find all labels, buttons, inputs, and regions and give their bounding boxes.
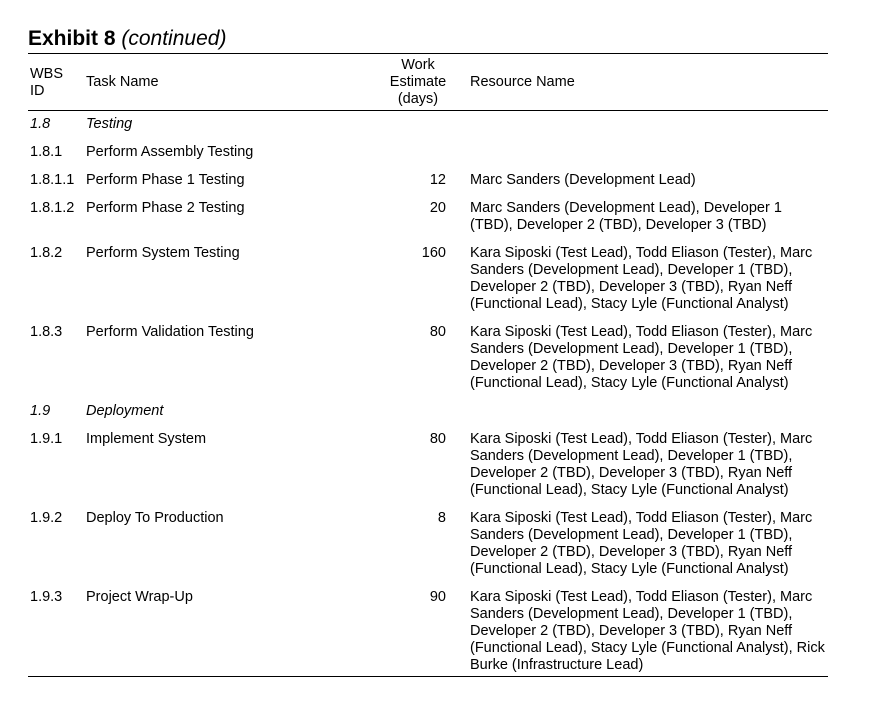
wbs-id-cell: 1.8 bbox=[30, 116, 51, 132]
resource-name-cell: Marc Sanders (Development Lead) bbox=[470, 172, 696, 188]
task-name-cell: Perform Phase 2 Testing bbox=[86, 200, 245, 216]
gap-cell bbox=[448, 403, 470, 431]
gap-cell bbox=[448, 200, 470, 245]
work-estimate-cell: 80 bbox=[429, 324, 446, 340]
work-estimate-cell: 80 bbox=[429, 431, 446, 447]
wbs-table bbox=[28, 54, 828, 677]
exhibit-container bbox=[28, 26, 828, 677]
table-row bbox=[28, 510, 828, 589]
resource-name-cell bbox=[470, 144, 828, 172]
table-row bbox=[28, 431, 828, 510]
task-name-cell: Project Wrap-Up bbox=[86, 589, 388, 677]
task-name-cell: Perform System Testing bbox=[86, 245, 240, 261]
exhibit-title-main: Exhibit 8 bbox=[28, 27, 116, 50]
table-row bbox=[28, 111, 828, 145]
table-row bbox=[28, 589, 828, 677]
resource-name-cell: Kara Siposki (Test Lead), Todd Eliason (Tester), Marc Sanders (Development Lead), Developer 1 (TBD), Developer 2 (TBD), Developer 3 (TBD), Ryan Neff (Functional Lead), Stacy Lyle (Functional Analyst), Rick Burke (Infrastructure Lead) bbox=[470, 589, 828, 677]
table-row bbox=[28, 324, 828, 403]
wbs-id-cell: 1.9 bbox=[30, 403, 51, 419]
work-estimate-cell bbox=[388, 403, 448, 431]
work-estimate-cell bbox=[388, 144, 448, 172]
header-resource-name: Resource Name bbox=[470, 54, 828, 111]
wbs-id-cell: 1.8.2 bbox=[30, 245, 63, 261]
resource-name-cell: Kara Siposki (Test Lead), Todd Eliason (Tester), Marc Sanders (Development Lead), Developer 1 (TBD), Developer 2 (TBD), Developer 3 (TBD), Ryan Neff (Functional Lead), Stacy Lyle (Functional Analyst) bbox=[470, 510, 813, 577]
gap-cell bbox=[448, 510, 470, 589]
resource-name-cell bbox=[470, 403, 828, 431]
resource-name-cell: Marc Sanders (Development Lead), Developer 1 (TBD), Developer 2 (TBD), Developer 3 (TBD) bbox=[470, 200, 782, 233]
work-estimate-cell bbox=[388, 111, 448, 145]
header-wbs-id: WBS ID bbox=[28, 54, 86, 111]
resource-name-cell: Kara Siposki (Test Lead), Todd Eliason (Tester), Marc Sanders (Development Lead), Developer 1 (TBD), Developer 2 (TBD), Developer 3 (TBD), Ryan Neff (Functional Lead), Stacy Lyle (Functional Analyst) bbox=[470, 324, 813, 391]
wbs-id-cell: 1.9.2 bbox=[30, 510, 63, 526]
work-estimate-cell: 12 bbox=[429, 172, 446, 188]
wbs-id-cell: 1.9.3 bbox=[28, 589, 86, 677]
work-estimate-cell: 8 bbox=[437, 510, 446, 526]
gap-cell bbox=[448, 111, 470, 145]
exhibit-title-continued: (continued) bbox=[121, 27, 227, 50]
header-gap bbox=[448, 54, 470, 111]
header-task-name: Task Name bbox=[86, 54, 388, 111]
resource-name-cell: Kara Siposki (Test Lead), Todd Eliason (Tester), Marc Sanders (Development Lead), Developer 1 (TBD), Developer 2 (TBD), Developer 3 (TBD), Ryan Neff (Functional Lead), Stacy Lyle (Functional Analyst) bbox=[470, 431, 813, 498]
gap-cell bbox=[448, 589, 470, 677]
task-name-cell: Deploy To Production bbox=[86, 510, 224, 526]
gap-cell bbox=[448, 172, 470, 200]
task-name-cell: Perform Phase 1 Testing bbox=[86, 172, 245, 188]
gap-cell bbox=[448, 144, 470, 172]
header-work-estimate: Work Estimate (days) bbox=[388, 54, 448, 111]
gap-cell bbox=[448, 245, 470, 324]
wbs-id-cell: 1.8.1 bbox=[30, 144, 63, 160]
work-estimate-cell: 90 bbox=[388, 589, 448, 677]
wbs-id-cell: 1.8.1.1 bbox=[30, 172, 75, 188]
table-row bbox=[28, 172, 828, 200]
table-row bbox=[28, 403, 828, 431]
resource-name-cell bbox=[470, 111, 828, 145]
work-estimate-cell: 20 bbox=[429, 200, 446, 216]
wbs-id-cell: 1.8.3 bbox=[30, 324, 63, 340]
task-name-cell: Testing bbox=[86, 116, 133, 132]
gap-cell bbox=[448, 324, 470, 403]
table-row bbox=[28, 245, 828, 324]
wbs-id-cell: 1.9.1 bbox=[30, 431, 63, 447]
task-name-cell: Implement System bbox=[86, 431, 207, 447]
task-name-cell: Perform Assembly Testing bbox=[86, 144, 254, 160]
resource-name-cell: Kara Siposki (Test Lead), Todd Eliason (Tester), Marc Sanders (Development Lead), Developer 1 (TBD), Developer 2 (TBD), Developer 3 (TBD), Ryan Neff (Functional Lead), Stacy Lyle (Functional Analyst) bbox=[470, 245, 813, 312]
work-estimate-cell: 160 bbox=[421, 245, 446, 261]
task-name-cell: Deployment bbox=[86, 403, 164, 419]
wbs-id-cell: 1.8.1.2 bbox=[30, 200, 75, 216]
task-name-cell: Perform Validation Testing bbox=[86, 324, 254, 340]
table-row bbox=[28, 200, 828, 245]
gap-cell bbox=[448, 431, 470, 510]
exhibit-title bbox=[28, 26, 828, 54]
header-row bbox=[28, 54, 828, 111]
table-row bbox=[28, 144, 828, 172]
